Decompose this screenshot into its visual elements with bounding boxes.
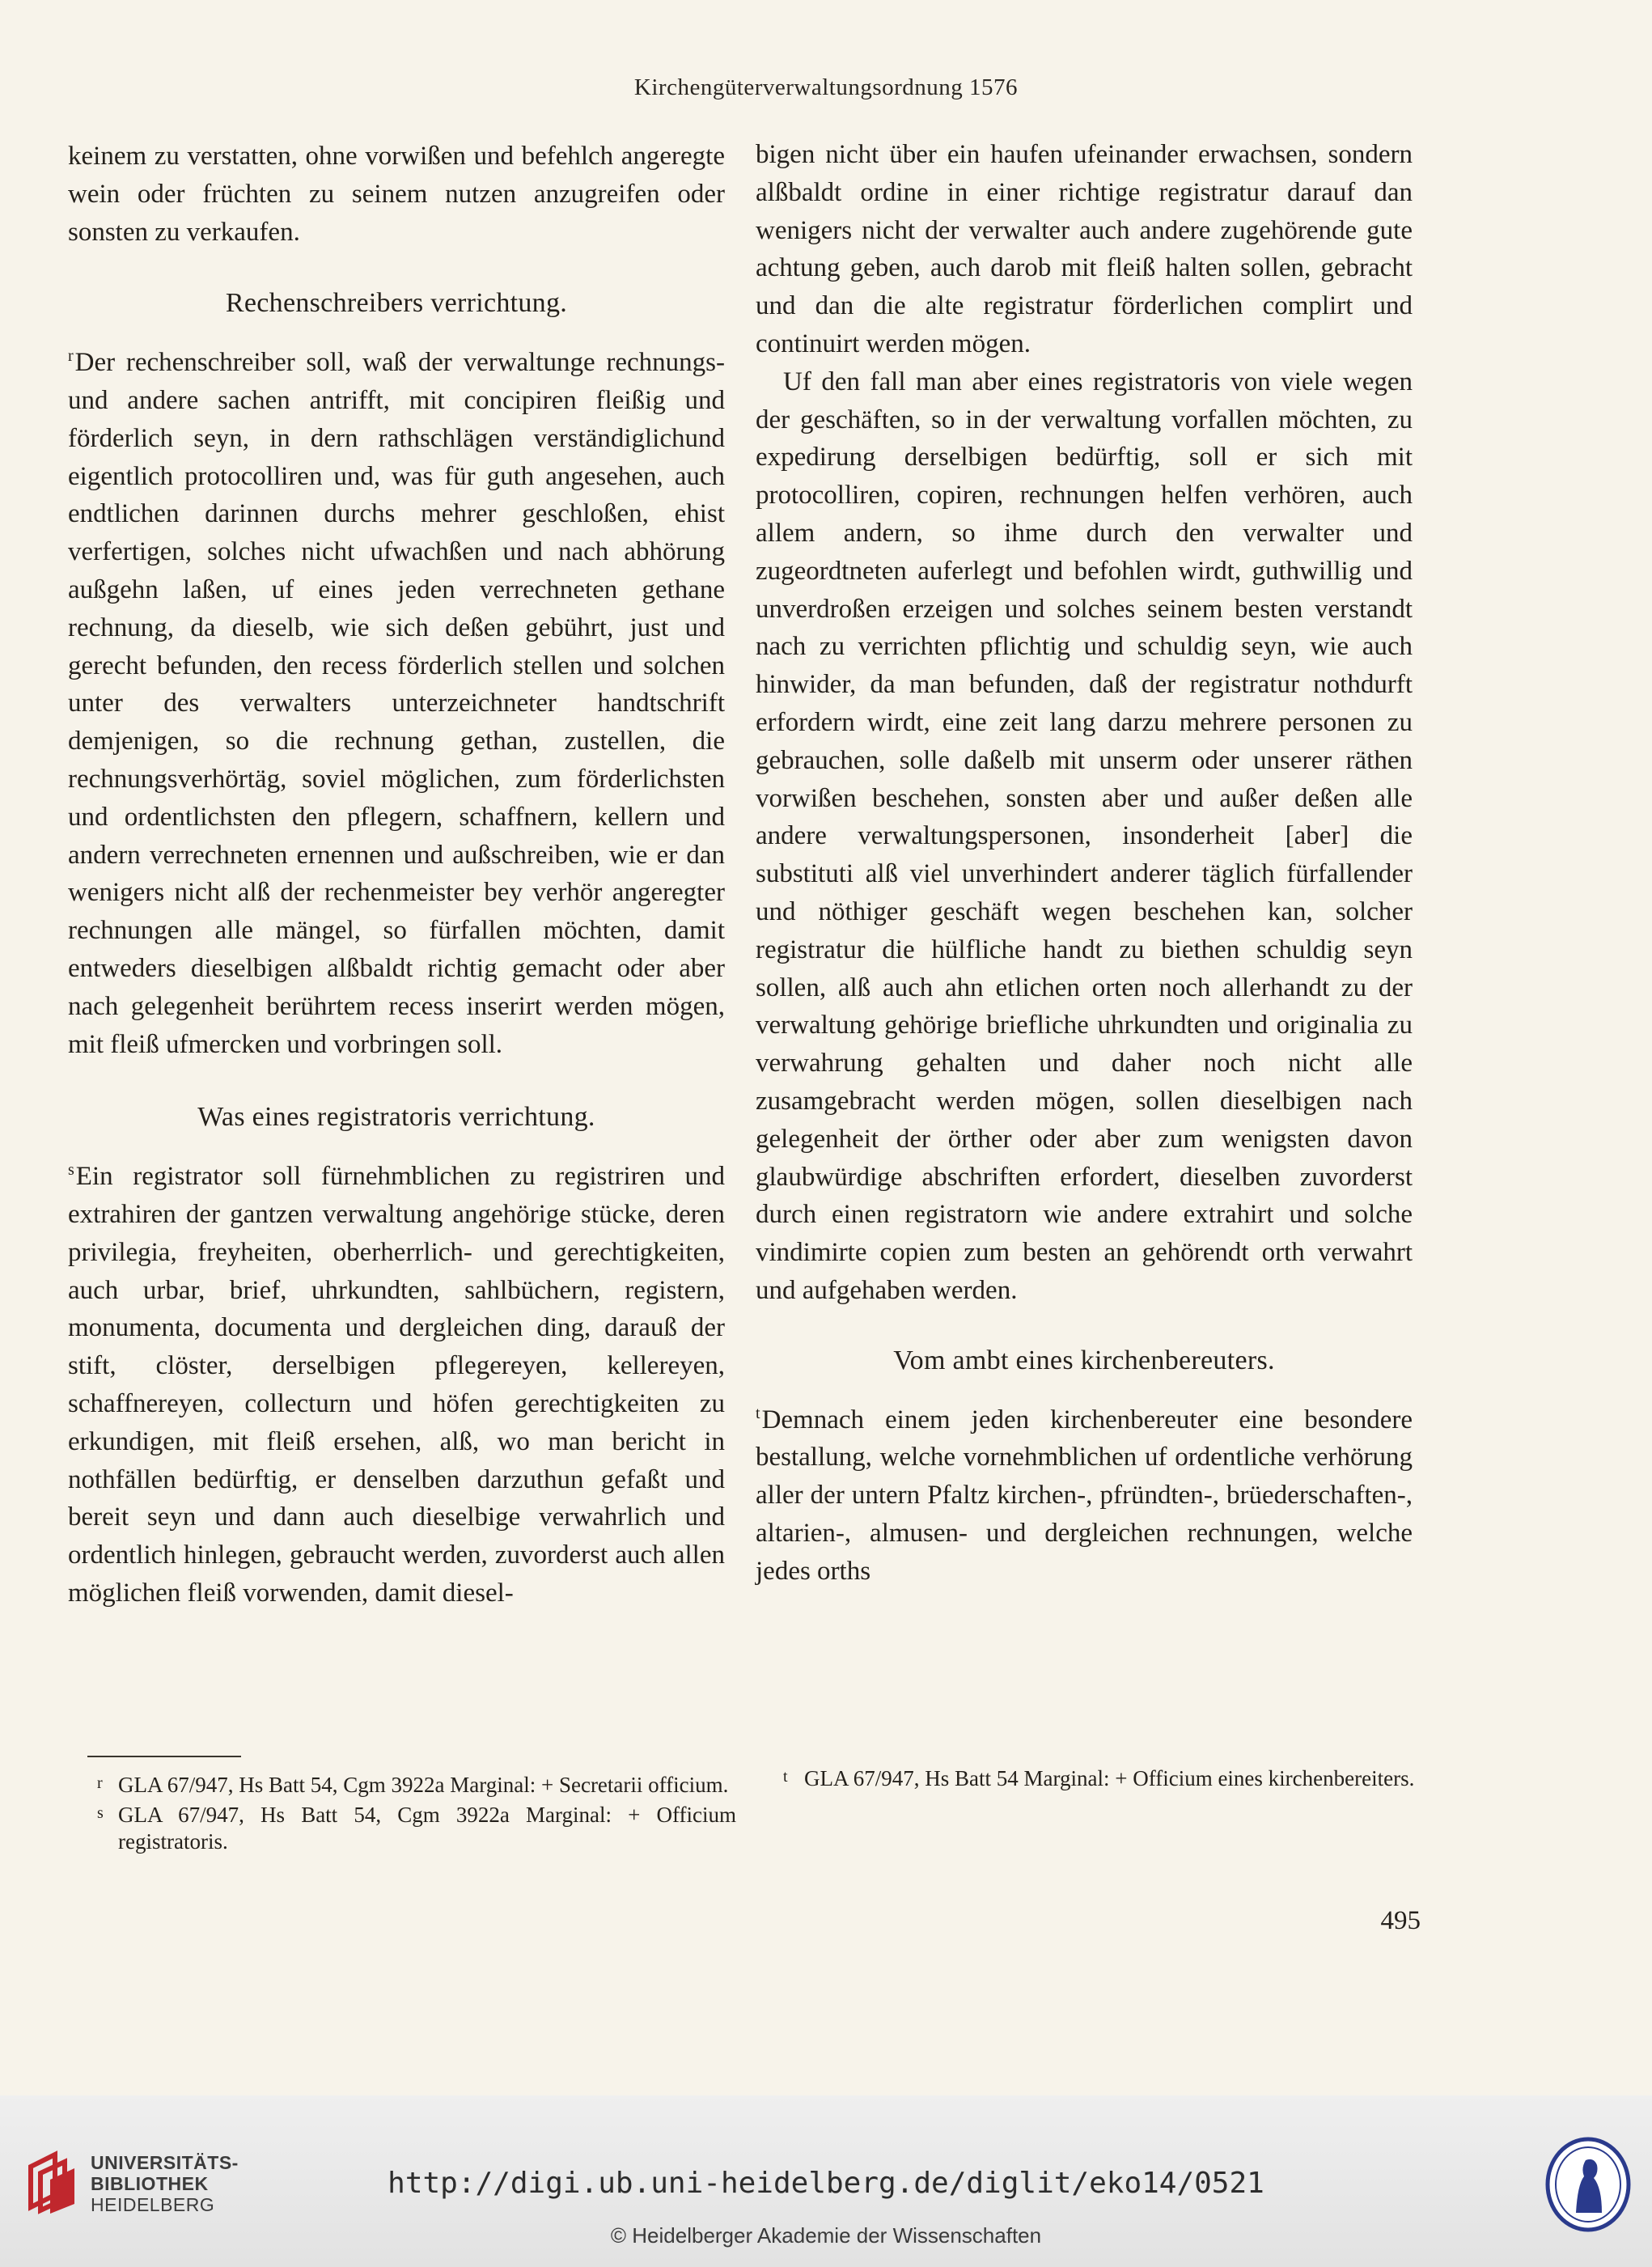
- paragraph-text: Demnach einem jeden kirchenbereuter eine besondere bestallung, welche vornehmblichen uf ordentliche verhörung aller der untern Pfaltz kirchen-, pfründten-, brüederschaften-, altarien-, almusen- und dergleichen rechnungen, welche jedes orths: [756, 1405, 1413, 1586]
- university-seal-icon[interactable]: [1544, 2136, 1633, 2233]
- footnotes-right: [783, 1765, 1424, 1795]
- footnote-text: GLA 67/947, Hs Batt 54, Cgm 3922a Marginal: + Officium registratoris.: [118, 1803, 736, 1854]
- footnote-divider: [87, 1756, 241, 1757]
- footnote-s: [97, 1802, 736, 1855]
- footnote-t: [783, 1765, 1424, 1792]
- intro-paragraph: keinem zu verstatten, ohne vorwißen und befehlch angeregte wein oder früchten zu seinem nutzen anzugreifen oder sonsten zu verkaufen.: [68, 142, 725, 247]
- left-column: [68, 138, 725, 1612]
- right-column: [756, 136, 1413, 1590]
- paragraph-text: Der rechenschreiber soll, waß der verwaltunge rechnungs- und andere sachen antrifft, mit concipiren fleißig und förderlich seyn, in dern rathschlägen verständiglichund eigentlich protocolliren und, was für guth angesehen, auch endtlichen darinnen durchs mehrer geschloßen, ehist verfertigen, solches nicht ufwachßen und nach abhörung außgehn laßen, uf eines jeden verrechneten gethane rechnung, da dieselb, wie sich deßen gebührt, just und gerecht befunden, den recess förderlich stellen und solchen unter des verwalters unterzeichneter handtschrift demjenigen, so die rechnung gethan, zustellen, die rechnungsverhörtäg, soviel möglichen, zum förderlichsten und ordentlichsten den pflegern, schaffnern, kellern und andern verrechneten ernennen und außschreiben, wie er dan wenigers nicht alß der rechenmeister bey verhör angeregter rechnungen alle mängel, so fürfallen möchten, damit entweders dieselbigen alßbaldt richtig gemacht oder aber nach gelegenheit berührtem recess inserirt werden mögen, mit fleiß ufmercken und vorbringen soll.: [68, 348, 725, 1059]
- library-name-line1: UNIVERSITÄTS-: [91, 2152, 239, 2173]
- footnote-label: s: [97, 1804, 104, 1822]
- footnote-text: GLA 67/947, Hs Batt 54 Marginal: + Officium eines kirchenbereiters.: [804, 1766, 1415, 1790]
- footnote-label: r: [97, 1774, 103, 1792]
- footnote-mark-s[interactable]: s: [68, 1161, 74, 1180]
- paragraph-registrator: [68, 1151, 725, 1612]
- running-title: Kirchengüterverwaltungsordnung 1576: [633, 74, 1019, 100]
- paragraph-kirchenbereuter: [756, 1395, 1413, 1591]
- footnote-mark-r[interactable]: r: [68, 347, 74, 366]
- page-number: 495: [1380, 1906, 1421, 1935]
- section-heading-rechenschreiber: Rechenschreibers verrichtung.: [225, 288, 568, 319]
- permalink-url[interactable]: http://digi.ub.uni-heidelberg.de/diglit/eko14/0521: [388, 2167, 1264, 2200]
- copyright-notice: © Heidelberger Akademie der Wissenschaften: [610, 2223, 1042, 2248]
- footnote-mark-t[interactable]: t: [756, 1404, 760, 1422]
- footnote-label: t: [783, 1768, 788, 1786]
- continuation-paragraph: bigen nicht über ein haufen ufeinander erwachsen, sondern alßbaldt ordine in einer richtige registratur darauf dan wenigers nicht der verwalter auch andere zugehörende gute achtung geben, auch darob mit fleiß halten sollen, gebracht und dan die alte registratur förderlichen complirt und continuirt werden mögen.: [756, 140, 1413, 358]
- footnote-text: GLA 67/947, Hs Batt 54, Cgm 3922a Marginal: + Secretarii officium.: [118, 1773, 729, 1797]
- paragraph-text: Ein registrator soll fürnehmblichen zu registriren und extrahiren der gantzen verwaltung angehörige stücke, deren privilegia, freyheiten, oberherrlich- und gerechtigkeiten, auch urbar, brief, uhrkundten, sahlbüchern, registern, monumenta, documenta und dergleichen ding, darauß der stift, clöster, derselbigen pflegereyen, kellereyen, schaffnereyen, collecturn und höfen gerechtigkeiten zu erkundigen, mit fleiß ersehen, alß, wo man bericht in nothfällen bedürftig, er denselben darzuthun gefaßt und bereit seyn und dann auch dieselbige verwahrlich und ordentlich hinlegen, gebraucht werden, zuvorderst auch allen möglichen fleiß vorwenden, damit diesel-: [68, 1162, 725, 1608]
- section-heading-registrator: Was eines registratoris verrichtung.: [197, 1102, 595, 1133]
- footnote-r: [97, 1772, 736, 1799]
- footnotes-left: [97, 1772, 736, 1858]
- paragraph-rechenschreiber: [68, 337, 725, 1063]
- library-name-line2: BIBLIOTHEK: [91, 2173, 209, 2194]
- paragraph-registrator-helper: Uf den fall man aber eines registratoris von viele wegen der geschäften, so in der verwaltung vorfallen möchten, zu expedirung derselbigen bedürftig, soll er sich mit protocolliren, copiren, rechnungen helfen verhören, auch allem andern, so ihme durch den verwalter und zugeordtneten auferlegt und befohlen wirdt, guthwillig und unverdroßen erzeigen und solches seinem besten verstandt nach zu verrichten pflichtig und schuldig seyn, wie auch hinwider, da man befunden, daß der registratur nothdurft erfordern wirdt, eine zeit lang darzu mehrere personen zu gebrauchen, solle daßelb mit unserm oder unserer räthen vorwißen beschehen, sonsten aber und außer deßen alle andere verwaltungspersonen, insonderheit [aber] die substituti alß viel unverhindert anderer täglich fürfallender und nöthiger geschäft wegen beschehen kan, solcher registratur die hülfliche handt zu biethen schuldig seyn sollen, alß auch ahn etlichen orten noch allerhandt zu der verwaltung gehörige briefliche uhrkundten und originalia zu verwahrung gehalten und daher noch nicht alle zusamgebracht werden mögen, sollen dieselbigen nach gelegenheit der örther oder aber zum wenigsten davon glaubwürdige abschriften erfordert, dieselben zuvorderst durch einen registratorn wie andere extrahirt und solche vindimirte copien zum besten an gehörendt orth verwahrt und aufgehaben werden.: [756, 367, 1413, 1305]
- section-heading-kirchenbereuter: Vom ambt eines kirchenbereuters.: [893, 1345, 1275, 1375]
- library-name-line3: HEIDELBERG: [91, 2194, 215, 2215]
